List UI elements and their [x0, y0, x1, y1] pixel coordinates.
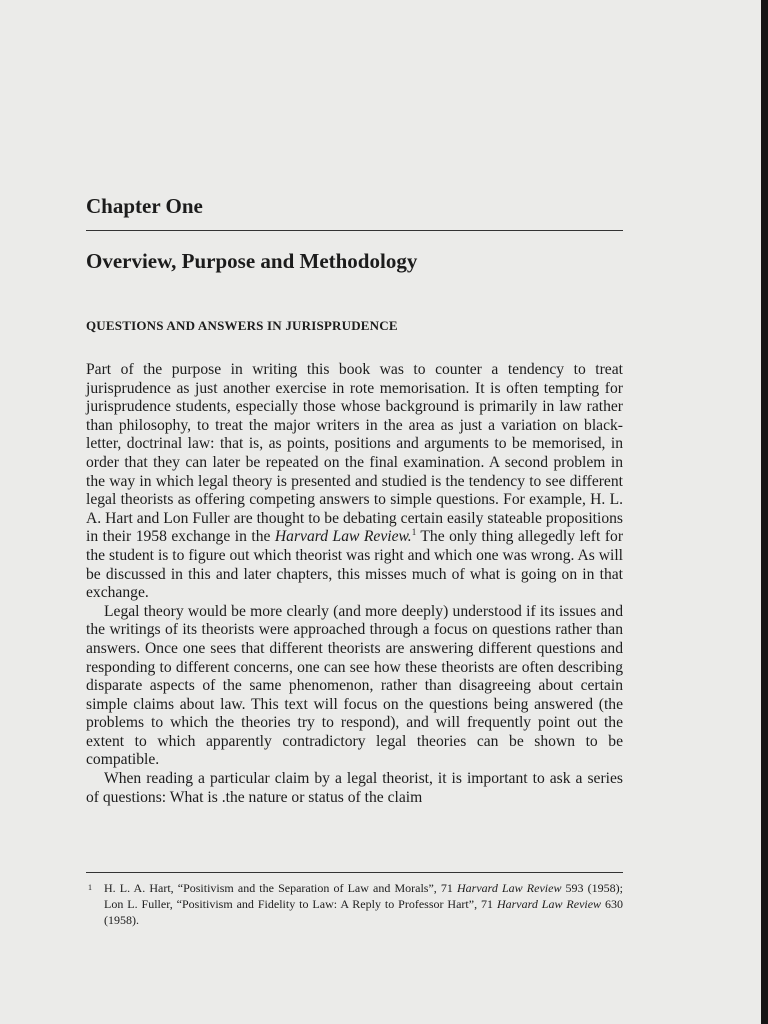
chapter-title: Overview, Purpose and Methodology: [86, 249, 418, 273]
chapter-label: Chapter One: [86, 194, 203, 218]
footnote-text-3: 630 (1958).: [104, 897, 624, 927]
body-text: [86, 361, 623, 807]
paragraph-1-text-b: The only thing allegedly left for the student is to figure out which theorist was right and which one was wrong. As will be discussed in this and later chapters, this misses much of what is going on in that exchange.: [86, 528, 624, 602]
paragraph-2: Legal theory would be more clearly (and more deeply) understood if its issues and the writings of its theorists were approached through a focus on questions rather than answers. Once one sees that different theorists are answering different questions and responding to different concerns, one can see how these theorists are often describing disparate aspects of the same phenomenon, rather than disagreeing about certain simple claims about law. This text will focus on the questions being answered (the problems to which the theories try to respond), and will frequently point out the extent to which apparently contradictory legal theories can be shown to be compatible.: [86, 602, 623, 769]
title-rule: [86, 230, 623, 231]
section-heading: QUESTIONS AND ANSWERS IN JURISPRUDENCE: [86, 318, 398, 333]
paragraph-3: When reading a particular claim by a legal theorist, it is important to ask a series of questions: What is .the nature or status of the claim: [86, 770, 623, 806]
page-edge-shadow: [761, 0, 768, 1024]
footnote-ref[interactable]: 1: [411, 527, 417, 538]
footnote-text-2: 593 (1958); Lon L. Fuller, “Positivism and Fidelity to Law: A Reply to Professor Hart”, 71: [104, 881, 623, 911]
footnote-journal-1: Harvard Law Review: [457, 881, 562, 895]
footnote-text-1: H. L. A. Hart, “Positivism and the Separation of Law and Morals”, 71: [104, 881, 458, 895]
footnote-journal-2: Harvard Law Review: [496, 897, 602, 911]
journal-title: Harvard Law Review.: [274, 528, 412, 546]
footnote-rule: [86, 872, 623, 873]
paragraph-1-text-a: Part of the purpose in writing this book was to counter a tendency to treat jurisprudence as just another exercise in rote memorisation. It is often tempting for jurisprudence students, especially those whose background is primarily in law rather than philosophy, to treat the major writers in the area as just a variation on black-letter, doctrinal law: that is, as points, positions and arguments to be memorised, in order that they can later be repeated on the final examination. A second problem in the way in which legal theory is presented and studied is the tendency to see different legal theorists as offering competing answers to simple questions. For example, H. L. A. Hart and Lon Fuller are thought to be debating certain easily stateable propositions in their 1958 exchange in the: [86, 361, 623, 546]
footnote-number: 1: [88, 883, 92, 892]
paragraph-1: [86, 361, 623, 603]
footnote: [86, 880, 623, 928]
